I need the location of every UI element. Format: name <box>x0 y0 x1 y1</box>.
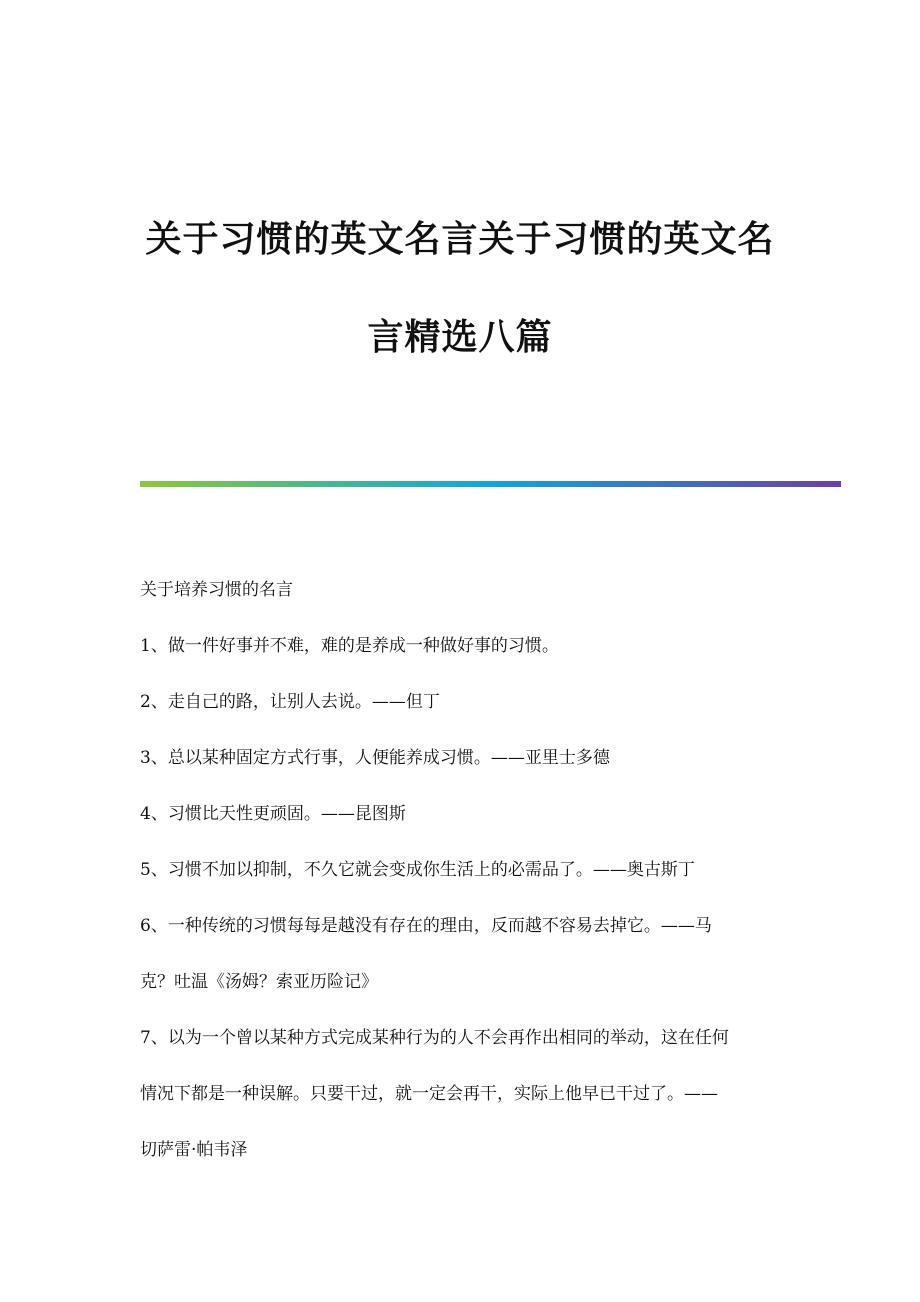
quote-line-2: 2、走自己的路，让别人去说。——但丁 <box>140 692 440 712</box>
quote-line-4: 4、习惯比天性更顽固。——昆图斯 <box>140 804 406 824</box>
quote-line-7: 7、以为一个曾以某种方式完成某种行为的人不会再作出相同的举动，这在任何 <box>140 1028 729 1048</box>
quote-line-1: 1、做一件好事并不难，难的是养成一种做好事的习惯。 <box>140 636 559 656</box>
quote-line-3: 3、总以某种固定方式行事，人便能养成习惯。——亚里士多德 <box>140 748 610 768</box>
quote-line-6: 6、一种传统的习惯每每是越没有存在的理由，反而越不容易去掉它。——马 <box>140 916 712 936</box>
gradient-divider <box>140 481 841 487</box>
document-body <box>140 562 790 1178</box>
quote-line-7-cont: 情况下都是一种误解。只要干过，就一定会再干，实际上他早已干过了。—— <box>140 1084 718 1104</box>
page-title-line-1: 关于习惯的英文名言关于习惯的英文名 <box>145 218 775 260</box>
section-heading: 关于培养习惯的名言 <box>140 580 293 600</box>
quote-line-7-cont-2: 切萨雷·帕韦泽 <box>140 1140 248 1160</box>
page-title-line-2: 言精选八篇 <box>367 316 553 358</box>
quote-line-6-cont: 克？吐温《汤姆？索亚历险记》 <box>140 972 378 992</box>
quote-line-5: 5、习惯不加以抑制，不久它就会变成你生活上的必需品了。——奥古斯丁 <box>140 860 695 880</box>
